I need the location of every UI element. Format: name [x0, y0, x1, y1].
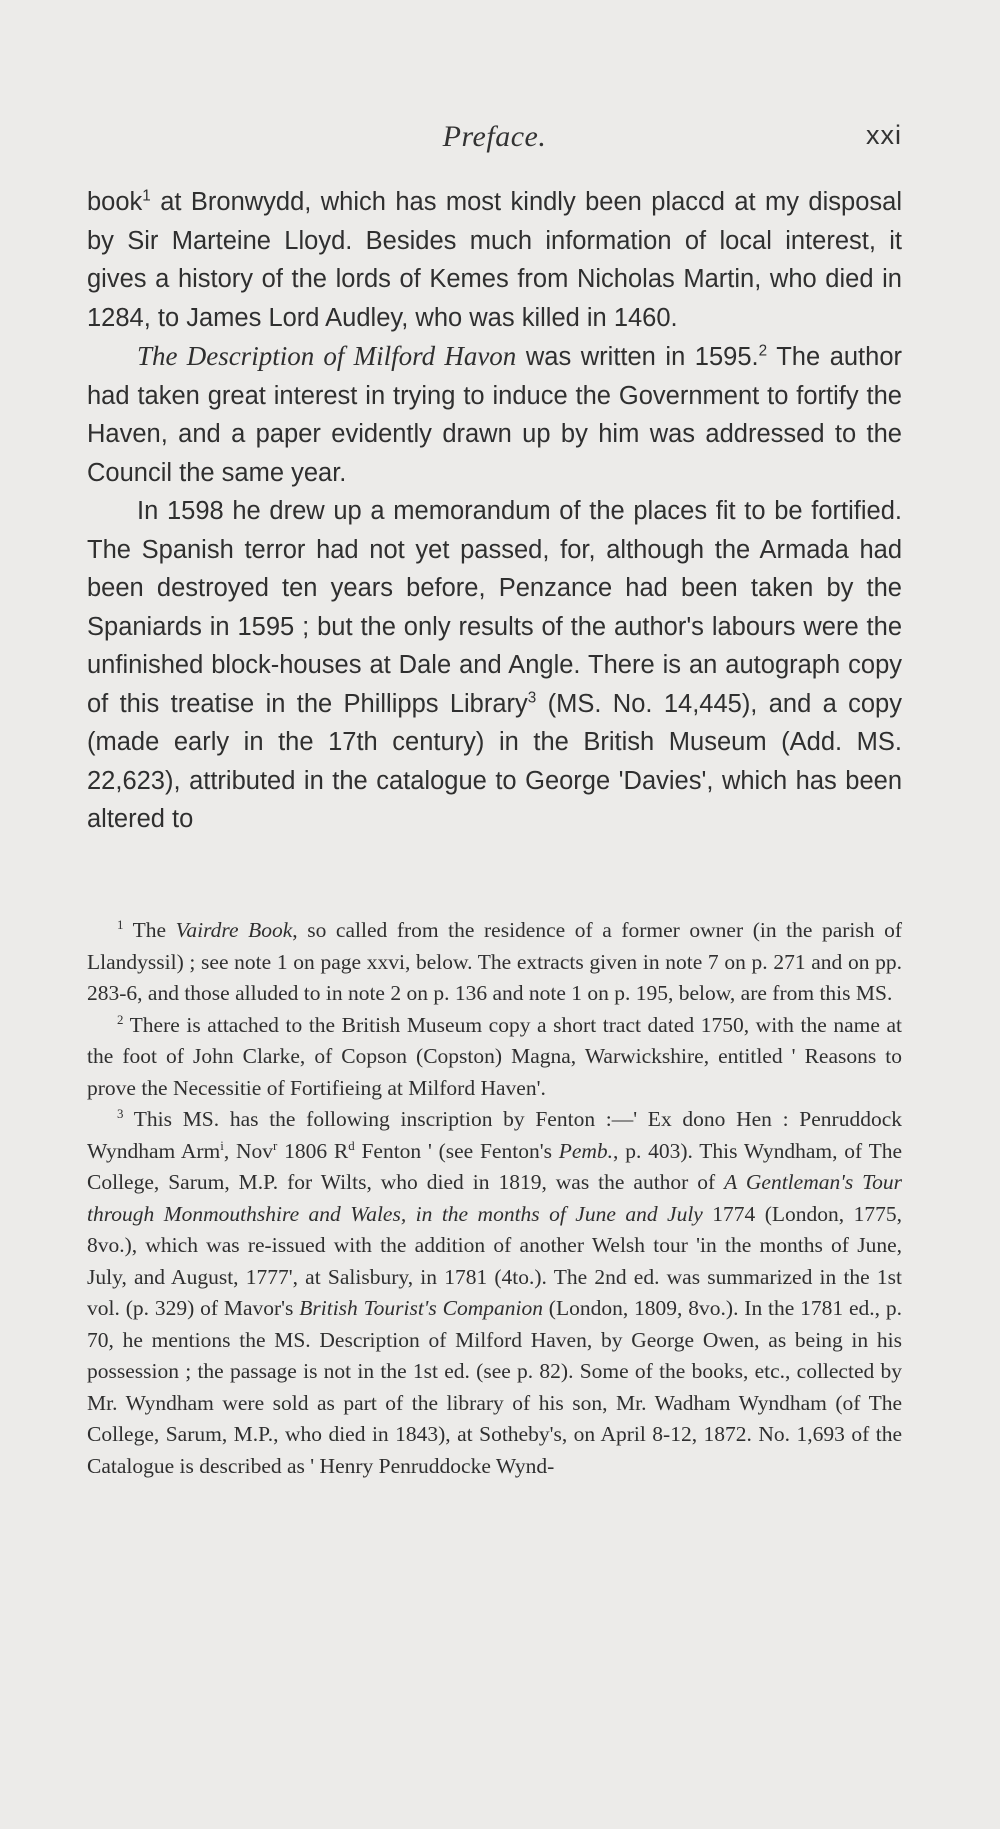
abbreviation-superscript: d	[348, 1138, 355, 1153]
footnote-ref-1: 1	[142, 187, 151, 205]
work-title: British Tourist's Companion	[299, 1296, 543, 1320]
work-title: The Description of Milford Havon	[137, 341, 517, 371]
footnote-text: 1774 (London, 1775, 8vo.), which was re-issued with the addition of another Welsh tour 'in the months of June, July, and August, 1777', at Salisbury, in 1781 (4to.). The 2nd ed. was summarized in the 1st vol. (p. 329) of Mavor's	[87, 1201, 902, 1320]
footnote-number: 3	[117, 1106, 124, 1121]
running-title: Preface.	[442, 120, 547, 153]
footnote-text: The	[123, 918, 176, 942]
footnote-text: , Nov	[223, 1138, 274, 1163]
footnote-1	[87, 915, 902, 1010]
footnote-text: , so called from the residence of a former owner (in the parish of Llandyssil) ; see note 1 on page xxvi, below. The extracts given in note 7 on p. 271 and on pp. 283-6, and those alluded to in note 2 on p. 136 and note 1 on p. 195, below, are from this MS.	[87, 918, 902, 1005]
paragraph-text: (MS. No. 14,445), and a copy (made early in the 17th century) in the British Museum (Add. MS. 22,623), attributed in the catalogue to George 'Davies', which has been altered to	[87, 689, 902, 833]
footnote-text: (London, 1809, 8vo.). In the 1781 ed., p. 70, he mentions the MS. Description of Milford Haven, by George Owen, as being in his possession ; the passage is not in the 1st ed. (see p. 82). Some of the books, etc., collected by Mr. Wyndham were sold as part of the library of his son, Mr. Wadham Wyndham (of The College, Sarum, M.P., who died in 1843), at Sotheby's, on April 8-12, 1872. No. 1,693 of the Catalogue is described as ' Henry Penruddocke Wynd-	[87, 1296, 903, 1478]
paragraph-text: The author had taken great interest in trying to induce the Government to fortify the Haven, and a paper evidently drawn up by him was addressed to the Council the same year.	[87, 343, 902, 487]
paragraph-text: at Bronwydd, which has most kindly been placcd at my disposal by Sir Marteine Lloyd. Besides much information of local interest, it gives a history of the lords of Kemes from Nicholas Martin, who died in 1284, to James Lord Audley, who was killed in 1460.	[87, 188, 902, 332]
work-title: A Gentleman's Tour through Monmouthshire and Wales, in the months of June and July	[87, 1170, 902, 1226]
abbreviation-superscript: i	[220, 1138, 224, 1153]
footnote-ref-2: 2	[758, 342, 768, 360]
page-header	[87, 120, 902, 160]
work-title: Vairdre Book	[175, 918, 293, 942]
abbreviation-superscript: r	[273, 1138, 278, 1153]
footnote-text: , p. 403). This Wyndham, of The College, Sarum, M.P. for Wilts, who died in 1819, was the author of	[87, 1138, 902, 1194]
footnote-text: Fenton ' (see Fenton's	[354, 1138, 559, 1163]
footnote-text: This MS. has the following inscription by Fenton :—' Ex dono Hen : Penruddock Wyndham Arm	[87, 1107, 902, 1163]
footnote-number: 1	[117, 917, 124, 932]
main-text	[87, 183, 902, 839]
paragraph-description-of-milford-haven	[87, 337, 902, 492]
work-title: Pemb.	[558, 1138, 614, 1163]
paragraph-text: In 1598 he drew up a memorandum of the places fit to be fortified. The Spanish terror had not yet passed, for, although the Armada had been destroyed ten years before, Penzance had been taken by the Spaniards in 1595 ; but the only results of the author's labours were the unfinished block-houses at Dale and Angle. There is an autograph copy of this treatise in the Phillipps Library	[87, 497, 902, 718]
footnote-number: 2	[117, 1012, 124, 1027]
page-number: xxi	[866, 120, 902, 150]
footnote-text: There is attached to the British Museum copy a short tract dated 1750, with the name at the foot of John Clarke, of Copson (Copston) Magna, Warwickshire, entitled ' Reasons to prove the Necessitie of Fortifieing at Milford Haven'.	[87, 1012, 902, 1100]
footnote-2	[87, 1010, 902, 1105]
paragraph-text: was written in 1595.	[516, 343, 759, 371]
footnote-text: 1806 R	[277, 1138, 349, 1163]
footnote-3	[87, 1104, 902, 1482]
footnotes	[87, 915, 902, 1482]
paragraph-memorandum-1598	[87, 492, 902, 839]
paragraph-text: book	[87, 188, 143, 216]
footnote-ref-3: 3	[527, 689, 537, 706]
paragraph-bronwydd	[87, 183, 902, 337]
